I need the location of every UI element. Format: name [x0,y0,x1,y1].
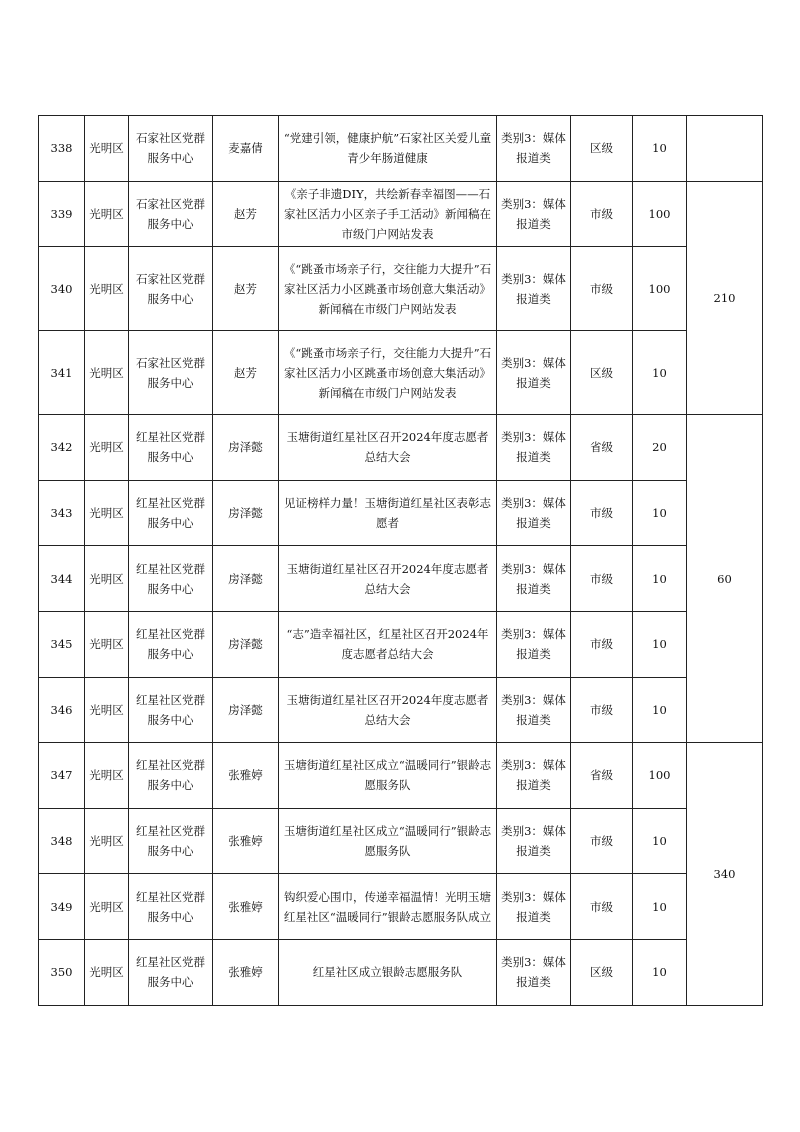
table-row [39,415,763,481]
score-cell: 10 [633,611,687,677]
title-cell: 红星社区成立银龄志愿服务队 [279,939,497,1005]
district-cell: 光明区 [85,116,129,182]
level-cell: 省级 [571,743,633,809]
score-table [38,115,763,1006]
unit-cell: 红星社区党群服务中心 [129,415,213,481]
title-cell: 玉塘街道红星社区召开2024年度志愿者总结大会 [279,677,497,743]
district-cell: 光明区 [85,546,129,612]
level-cell: 市级 [571,611,633,677]
table-row [39,743,763,809]
total-cell: 210 [687,181,763,415]
person-cell: 赵芳 [213,247,279,331]
row-number: 348 [39,808,85,874]
level-cell: 市级 [571,808,633,874]
unit-cell: 红星社区党群服务中心 [129,743,213,809]
level-cell: 市级 [571,546,633,612]
unit-cell: 红星社区党群服务中心 [129,611,213,677]
person-cell: 张雅婷 [213,808,279,874]
district-cell: 光明区 [85,247,129,331]
title-cell: 《亲子非遗DIY，共绘新春幸福图——石家社区活力小区亲子手工活动》新闻稿在市级门户网站发表 [279,181,497,247]
person-cell: 张雅婷 [213,743,279,809]
row-number: 342 [39,415,85,481]
district-cell: 光明区 [85,181,129,247]
person-cell: 张雅婷 [213,939,279,1005]
table-row [39,808,763,874]
table-row [39,546,763,612]
district-cell: 光明区 [85,808,129,874]
title-cell: “党建引领，健康护航”石家社区关爱儿童青少年肠道健康 [279,116,497,182]
unit-cell: 红星社区党群服务中心 [129,808,213,874]
level-cell: 市级 [571,181,633,247]
category-cell: 类别3：媒体报道类 [497,181,571,247]
title-cell: 见证榜样力量！玉塘街道红星社区表彰志愿者 [279,480,497,546]
unit-cell: 红星社区党群服务中心 [129,480,213,546]
person-cell: 房泽懿 [213,611,279,677]
title-cell: 《“跳蚤市场亲子行，交往能力大提升”石家社区活力小区跳蚤市场创意大集活动》新闻稿在市级门户网站发表 [279,247,497,331]
title-cell: 玉塘街道红星社区召开2024年度志愿者总结大会 [279,415,497,481]
category-cell: 类别3：媒体报道类 [497,743,571,809]
table-row [39,181,763,247]
score-cell: 10 [633,116,687,182]
row-number: 340 [39,247,85,331]
score-cell: 100 [633,247,687,331]
person-cell: 房泽懿 [213,480,279,546]
person-cell: 房泽懿 [213,415,279,481]
unit-cell: 红星社区党群服务中心 [129,939,213,1005]
table-row [39,874,763,940]
category-cell: 类别3：媒体报道类 [497,939,571,1005]
table-row [39,480,763,546]
category-cell: 类别3：媒体报道类 [497,415,571,481]
row-number: 339 [39,181,85,247]
person-cell: 赵芳 [213,181,279,247]
table-row [39,247,763,331]
title-cell: 玉塘街道红星社区成立“温暖同行”银龄志愿服务队 [279,743,497,809]
table-row [39,116,763,182]
person-cell: 赵芳 [213,331,279,415]
score-cell: 10 [633,874,687,940]
person-cell: 房泽懿 [213,546,279,612]
table-row [39,939,763,1005]
district-cell: 光明区 [85,611,129,677]
category-cell: 类别3：媒体报道类 [497,116,571,182]
category-cell: 类别3：媒体报道类 [497,611,571,677]
level-cell: 市级 [571,677,633,743]
person-cell: 麦嘉倩 [213,116,279,182]
row-number: 343 [39,480,85,546]
unit-cell: 石家社区党群服务中心 [129,116,213,182]
row-number: 349 [39,874,85,940]
title-cell: 玉塘街道红星社区召开2024年度志愿者总结大会 [279,546,497,612]
score-cell: 100 [633,743,687,809]
total-cell [687,116,763,182]
person-cell: 房泽懿 [213,677,279,743]
score-cell: 10 [633,480,687,546]
row-number: 346 [39,677,85,743]
table-row [39,677,763,743]
category-cell: 类别3：媒体报道类 [497,247,571,331]
title-cell: “志”造幸福社区，红星社区召开2024年度志愿者总结大会 [279,611,497,677]
score-cell: 10 [633,546,687,612]
row-number: 344 [39,546,85,612]
level-cell: 区级 [571,331,633,415]
unit-cell: 红星社区党群服务中心 [129,874,213,940]
unit-cell: 石家社区党群服务中心 [129,181,213,247]
score-cell: 20 [633,415,687,481]
score-cell: 10 [633,331,687,415]
row-number: 338 [39,116,85,182]
unit-cell: 红星社区党群服务中心 [129,546,213,612]
category-cell: 类别3：媒体报道类 [497,331,571,415]
title-cell: 钩织爱心围巾，传递幸福温情！光明玉塘红星社区“温暖同行”银龄志愿服务队成立 [279,874,497,940]
level-cell: 区级 [571,939,633,1005]
level-cell: 区级 [571,116,633,182]
district-cell: 光明区 [85,331,129,415]
level-cell: 市级 [571,874,633,940]
title-cell: 《“跳蚤市场亲子行，交往能力大提升”石家社区活力小区跳蚤市场创意大集活动》新闻稿在市级门户网站发表 [279,331,497,415]
unit-cell: 石家社区党群服务中心 [129,247,213,331]
district-cell: 光明区 [85,939,129,1005]
table-row [39,611,763,677]
total-cell: 340 [687,743,763,1005]
row-number: 341 [39,331,85,415]
row-number: 345 [39,611,85,677]
total-cell: 60 [687,415,763,743]
district-cell: 光明区 [85,874,129,940]
category-cell: 类别3：媒体报道类 [497,808,571,874]
level-cell: 省级 [571,415,633,481]
category-cell: 类别3：媒体报道类 [497,480,571,546]
table-row [39,331,763,415]
district-cell: 光明区 [85,415,129,481]
score-cell: 10 [633,939,687,1005]
person-cell: 张雅婷 [213,874,279,940]
level-cell: 市级 [571,247,633,331]
row-number: 347 [39,743,85,809]
score-cell: 10 [633,677,687,743]
unit-cell: 红星社区党群服务中心 [129,677,213,743]
title-cell: 玉塘街道红星社区成立“温暖同行”银龄志愿服务队 [279,808,497,874]
level-cell: 市级 [571,480,633,546]
district-cell: 光明区 [85,480,129,546]
category-cell: 类别3：媒体报道类 [497,677,571,743]
category-cell: 类别3：媒体报道类 [497,874,571,940]
category-cell: 类别3：媒体报道类 [497,546,571,612]
score-cell: 100 [633,181,687,247]
row-number: 350 [39,939,85,1005]
district-cell: 光明区 [85,743,129,809]
score-table-wrapper [38,115,763,1006]
unit-cell: 石家社区党群服务中心 [129,331,213,415]
district-cell: 光明区 [85,677,129,743]
score-cell: 10 [633,808,687,874]
